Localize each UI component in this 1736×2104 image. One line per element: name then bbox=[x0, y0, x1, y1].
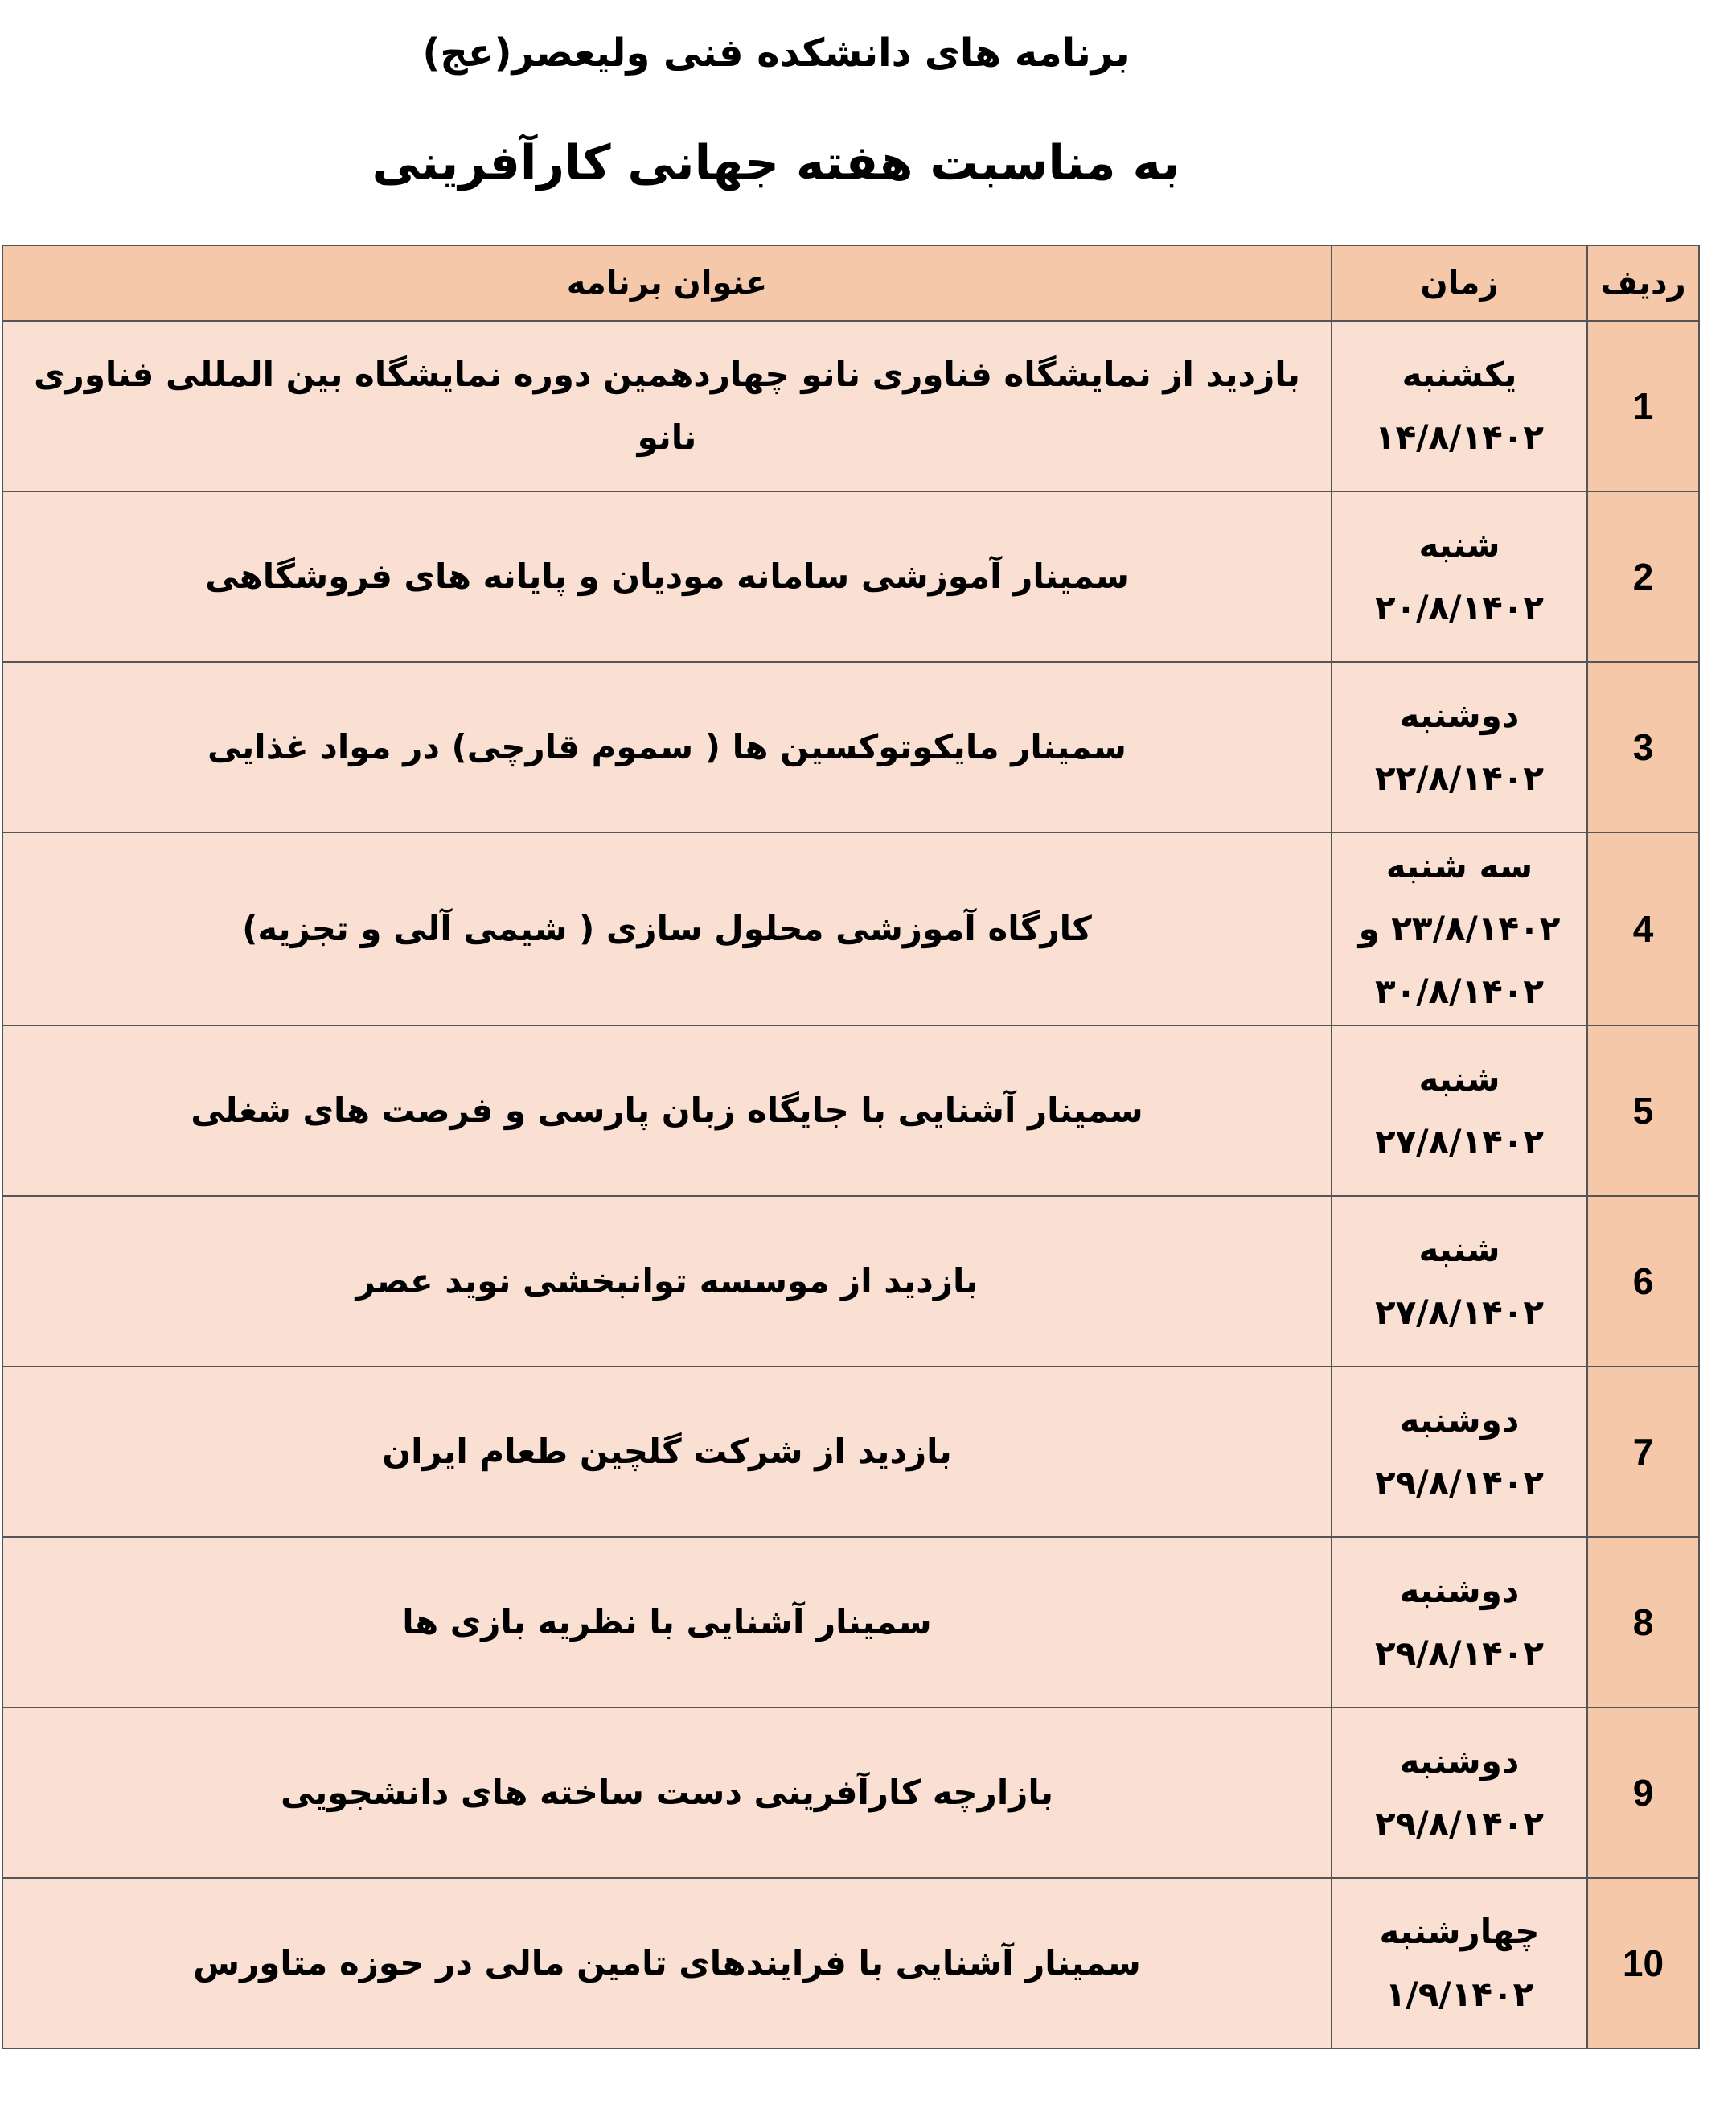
row-number: 3 bbox=[1587, 662, 1699, 832]
row-date: ۲۹/۸/۱۴۰۲ bbox=[1374, 1804, 1545, 1843]
header-time: زمان bbox=[1332, 245, 1587, 321]
row-time bbox=[1332, 662, 1587, 832]
row-program-title: سمینار آشنایی با فرایندهای تامین مالی در حوزه متاورس bbox=[2, 1878, 1332, 2049]
row-date: ۲۹/۸/۱۴۰۲ bbox=[1374, 1463, 1545, 1502]
row-program-title: سمینار آشنایی با نظریه بازی ها bbox=[2, 1537, 1332, 1707]
row-program-title: سمینار آموزشی سامانه مودیان و پایانه های فروشگاهی bbox=[2, 491, 1332, 662]
row-day: سه شنبه bbox=[1385, 846, 1533, 886]
row-number: 9 bbox=[1587, 1707, 1699, 1878]
row-time bbox=[1332, 832, 1587, 1025]
row-number: 6 bbox=[1587, 1196, 1699, 1366]
row-program-title: کارگاه آموزشی محلول سازی ( شیمی آلی و تجزیه) bbox=[2, 832, 1332, 1025]
schedule-table bbox=[2, 245, 1700, 2049]
row-number: 4 bbox=[1587, 832, 1699, 1025]
row-time bbox=[1332, 321, 1587, 491]
row-number: 10 bbox=[1587, 1878, 1699, 2049]
row-program-title: سمینار آشنایی با جایگاه زبان پارسی و فرصت های شغلی bbox=[2, 1025, 1332, 1196]
row-day: چهارشنبه bbox=[1379, 1912, 1540, 1951]
header-row-number: ردیف bbox=[1587, 245, 1699, 321]
row-program-title: بازدید از نمایشگاه فناوری نانو چهاردهمین دوره نمایشگاه بین المللی فناوری نانو bbox=[2, 321, 1332, 491]
row-time bbox=[1332, 1878, 1587, 2049]
row-number: 2 bbox=[1587, 491, 1699, 662]
row-date: ۲۹/۸/۱۴۰۲ bbox=[1374, 1633, 1545, 1673]
row-program-title: بازارچه کارآفرینی دست ساخته های دانشجویی bbox=[2, 1707, 1332, 1878]
row-day: دوشنبه bbox=[1399, 1571, 1520, 1610]
row-program-title: سمینار مایکوتوکسین ها ( سموم قارچی) در مواد غذایی bbox=[2, 662, 1332, 832]
table-row bbox=[2, 1707, 1699, 1878]
row-time bbox=[1332, 1537, 1587, 1707]
row-date: ۱/۹/۱۴۰۲ bbox=[1385, 1975, 1534, 2014]
row-day: شنبه bbox=[1418, 525, 1500, 565]
row-day: یکشنبه bbox=[1402, 355, 1517, 394]
row-date: ۳۰/۸/۱۴۰۲ bbox=[1374, 972, 1545, 1011]
row-date: ۲۷/۸/۱۴۰۲ bbox=[1374, 1122, 1545, 1161]
page-subtitle: به مناسبت هفته جهانی کارآفرینی bbox=[371, 135, 1180, 191]
table-header-row bbox=[2, 245, 1699, 321]
table-row bbox=[2, 662, 1699, 832]
row-date: ۲۰/۸/۱۴۰۲ bbox=[1374, 588, 1545, 627]
row-date: ۲۲/۸/۱۴۰۲ bbox=[1374, 758, 1545, 798]
row-number: 7 bbox=[1587, 1366, 1699, 1537]
row-day: دوشنبه bbox=[1399, 1741, 1520, 1781]
row-time bbox=[1332, 1366, 1587, 1537]
table-row bbox=[2, 1196, 1699, 1366]
table-row bbox=[2, 1878, 1699, 2049]
row-time bbox=[1332, 1196, 1587, 1366]
table-row bbox=[2, 491, 1699, 662]
row-date: ۲۳/۸/۱۴۰۲ و bbox=[1358, 909, 1561, 948]
table-row bbox=[2, 321, 1699, 491]
row-day: دوشنبه bbox=[1399, 696, 1520, 735]
header-program-title: عنوان برنامه bbox=[2, 245, 1332, 321]
row-program-title: بازدید از شرکت گلچین طعام ایران bbox=[2, 1366, 1332, 1537]
row-time bbox=[1332, 1707, 1587, 1878]
row-number: 1 bbox=[1587, 321, 1699, 491]
table-row bbox=[2, 1366, 1699, 1537]
row-date: ۱۴/۸/۱۴۰۲ bbox=[1374, 417, 1545, 457]
page-title: برنامه های دانشکده فنی ولیعصر(عج) bbox=[422, 31, 1130, 76]
row-day: شنبه bbox=[1418, 1230, 1500, 1269]
row-number: 8 bbox=[1587, 1537, 1699, 1707]
row-number: 5 bbox=[1587, 1025, 1699, 1196]
row-time bbox=[1332, 1025, 1587, 1196]
table-row bbox=[2, 832, 1699, 1025]
table-row bbox=[2, 1025, 1699, 1196]
table-row bbox=[2, 1537, 1699, 1707]
row-date: ۲۷/۸/۱۴۰۲ bbox=[1374, 1292, 1545, 1332]
row-day: دوشنبه bbox=[1399, 1400, 1520, 1440]
row-day: شنبه bbox=[1418, 1059, 1500, 1099]
row-time bbox=[1332, 491, 1587, 662]
row-program-title: بازدید از موسسه توانبخشی نوید عصر bbox=[2, 1196, 1332, 1366]
